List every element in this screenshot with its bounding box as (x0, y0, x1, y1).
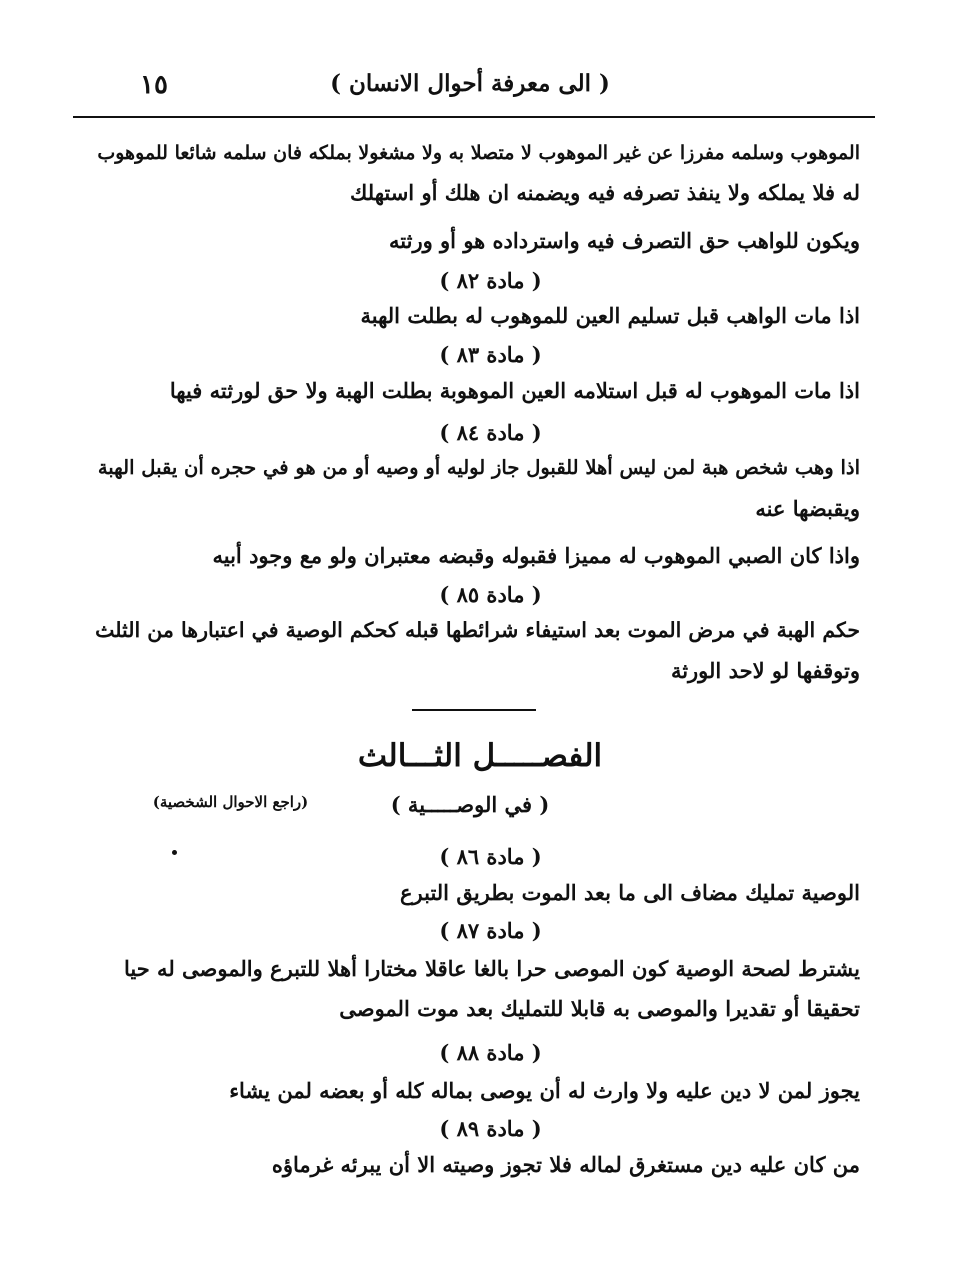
page-number: ١٥ (140, 70, 168, 100)
section-divider (412, 709, 536, 711)
text-line: من كان عليه دين مستغرق لماله فلا تجوز وصيته الا أن يبرئه غرماؤه (271, 1152, 860, 1177)
text-line: اذا وهب شخص هبة لمن ليس أهلا للقبول جاز لوليه أو وصيه أو من هو في حجره أن يقبل الهبة (97, 456, 860, 479)
article-heading: ( مادة ٨٩ ) (439, 1116, 542, 1141)
text-line: يجوز لمن لا دين عليه ولا وارث له أن يوصى بماله كله أو بعضه لمن يشاء (229, 1078, 860, 1103)
article-heading: ( مادة ٨٤ ) (439, 420, 542, 445)
text-line: ويقبضها عنه (755, 496, 860, 521)
text-line: الوصية تمليك مضاف الى ما بعد الموت بطريق التبرع (399, 880, 860, 905)
text-line: وتوقفها لو لاحد الورثة (670, 658, 860, 683)
article-heading: ( مادة ٨٧ ) (439, 918, 542, 943)
ink-dot (172, 850, 177, 855)
article-heading: ( مادة ٨٨ ) (439, 1040, 542, 1065)
text-line: حكم الهبة في مرض الموت بعد استيفاء شرائطها قبله كحكم الوصية في اعتبارها من الثلث (95, 618, 860, 642)
text-line: الموهوب وسلمه مفرزا عن غير الموهوب لا متصلا به ولا مشغولا بملكه فان سلمه شائعا للموهوب (97, 142, 860, 164)
text-line: ويكون للواهب حق التصرف فيه واسترداده هو أو ورثته (389, 228, 860, 253)
text-line: واذا كان الصبي الموهوب له مميزا فقبوله وقبضه معتبران ولو مع وجود أبيه (212, 543, 860, 568)
chapter-title: الفصـــــل الثـــالث (357, 738, 603, 774)
article-heading: ( مادة ٨٥ ) (439, 582, 542, 607)
article-heading: ( مادة ٨٣ ) (439, 342, 542, 367)
text-line: تحقيقا أو تقديرا والموصى به قابلا للتمليك بعد موت الموصى (339, 996, 860, 1021)
text-line: اذا مات الواهب قبل تسليم العين للموهوب له بطلت الهبة (360, 303, 860, 328)
text-line: اذا مات الموهوب له قبل استلامه العين الموهوبة بطلت الهبة ولا حق لورثته فيها (169, 378, 860, 403)
chapter-subtitle: ( في الوصـــــية ) (390, 792, 550, 817)
chapter-reference-note: (راجع الاحوال الشخصية) (152, 793, 309, 811)
text-line: له فلا يملكه ولا ينفذ تصرفه فيه ويضمنه ان هلك أو استهلك (350, 180, 860, 205)
running-header-title: ( الى معرفة أحوال الانسان ) (330, 70, 610, 97)
header-divider (73, 116, 875, 118)
article-heading: ( مادة ٨٦ ) (439, 844, 542, 869)
article-heading: ( مادة ٨٢ ) (439, 268, 542, 293)
text-line: يشترط لصحة الوصية كون الموصى حرا بالغا عاقلا مختارا أهلا للتبرع والموصى له حيا (124, 956, 860, 981)
